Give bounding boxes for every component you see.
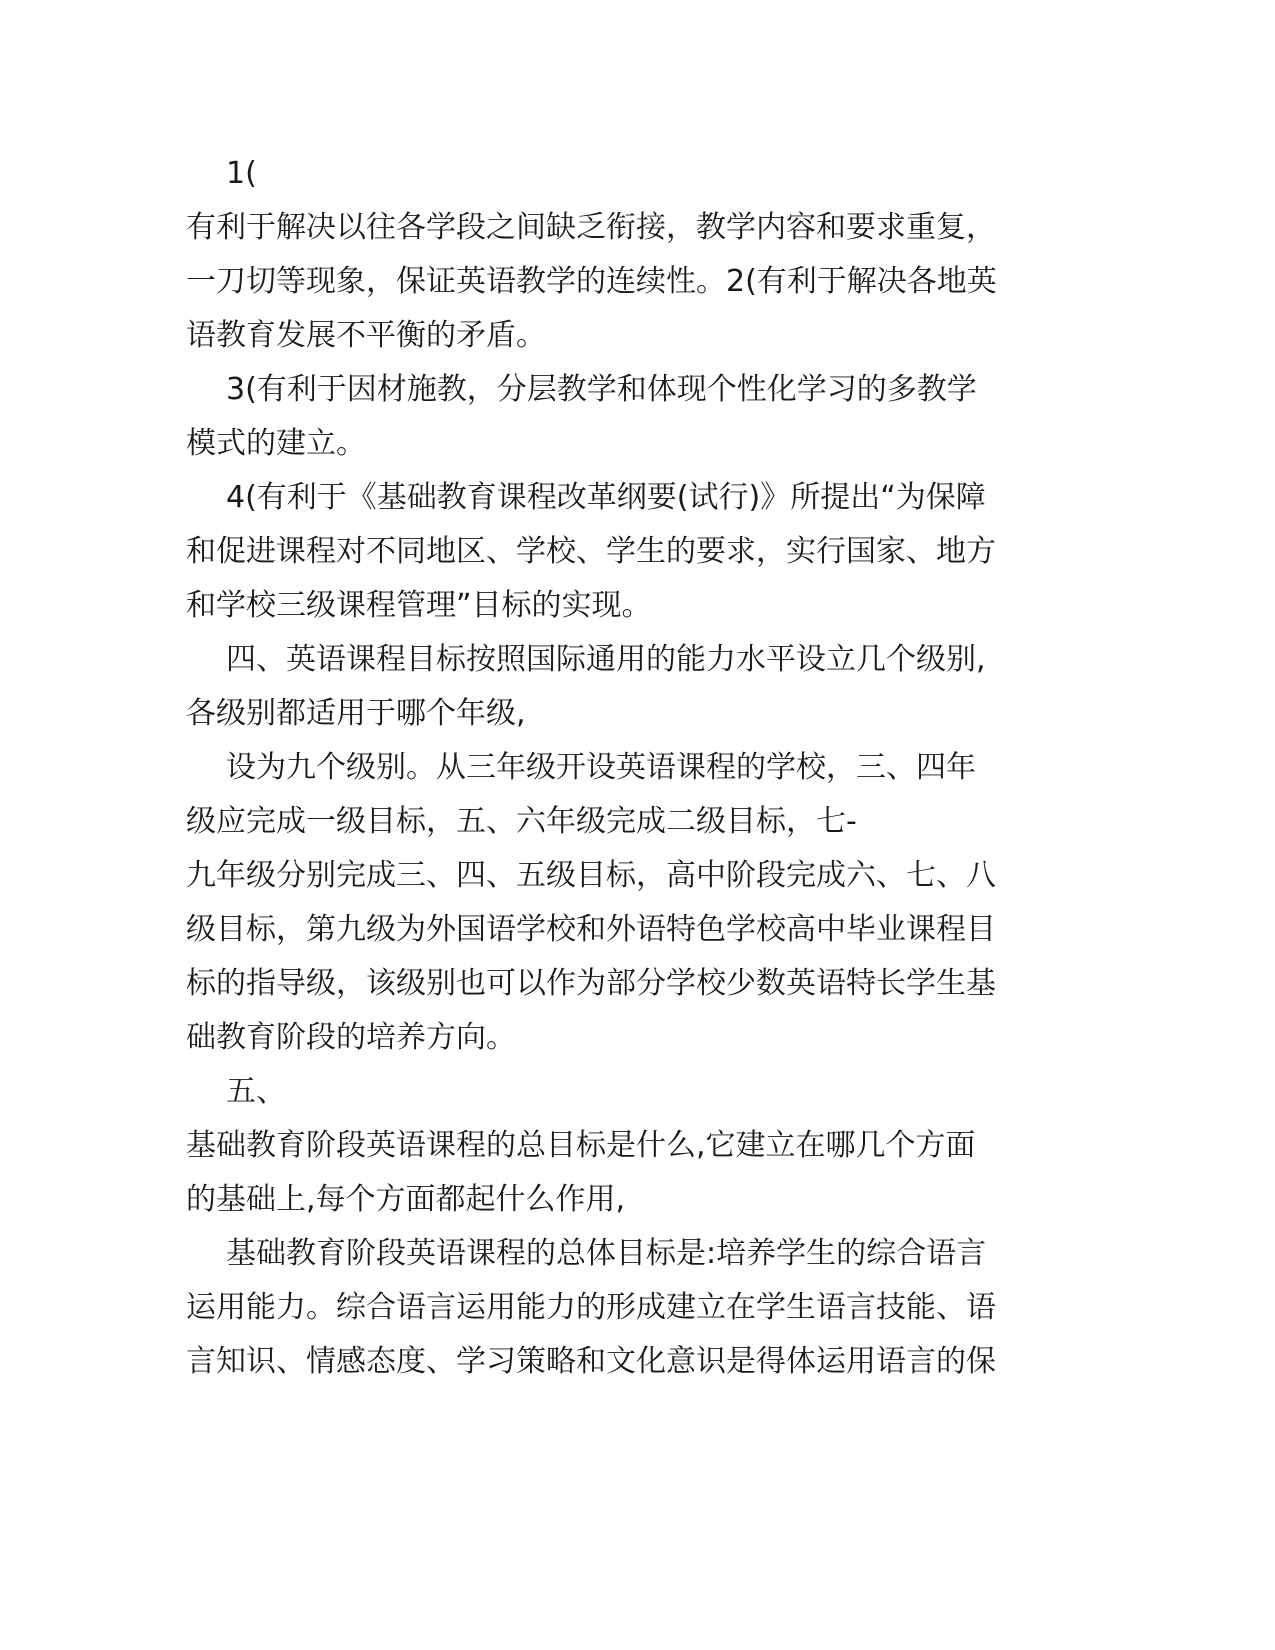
text-line: 九年级分别完成三、四、五级目标，高中阶段完成六、七、八 <box>186 858 996 893</box>
text-line: 础教育阶段的培养方向。 <box>186 1020 516 1055</box>
text-line: 运用能力。综合语言运用能力的形成建立在学生语言技能、语 <box>186 1290 996 1325</box>
text-line: 设为九个级别。从三年级开设英语课程的学校，三、四年 <box>226 750 976 785</box>
text-line: 一刀切等现象，保证英语教学的连续性。2(有利于解决各地英 <box>186 264 997 299</box>
text-line: 级目标，第九级为外国语学校和外语特色学校高中毕业课程目 <box>186 912 996 947</box>
text-line: 语教育发展不平衡的矛盾。 <box>186 318 546 353</box>
text-line: 和促进课程对不同地区、学校、学生的要求，实行国家、地方 <box>186 534 996 569</box>
text-line: 基础教育阶段英语课程的总体目标是:培养学生的综合语言 <box>226 1236 987 1271</box>
text-line: 言知识、情感态度、学习策略和文化意识是得体运用语言的保 <box>186 1344 996 1379</box>
text-line: 1( <box>226 156 257 191</box>
text-line: 五、 <box>226 1074 286 1109</box>
text-line: 3(有利于因材施教，分层教学和体现个性化学习的多教学 <box>226 372 977 407</box>
text-line: 标的指导级，该级别也可以作为部分学校少数英语特长学生基 <box>186 966 996 1001</box>
text-line: 四、英语课程目标按照国际通用的能力水平设立几个级别, <box>226 642 986 677</box>
text-line: 基础教育阶段英语课程的总目标是什么,它建立在哪几个方面 <box>186 1128 976 1163</box>
text-line: 级应完成一级目标，五、六年级完成二级目标，七- <box>186 804 857 839</box>
text-line: 模式的建立。 <box>186 426 366 461</box>
text-line: 有利于解决以往各学段之间缺乏衔接，教学内容和要求重复， <box>186 210 996 245</box>
text-line: 各级别都适用于哪个年级, <box>186 696 526 731</box>
text-line: 和学校三级课程管理”目标的实现。 <box>186 588 652 623</box>
text-line: 4(有利于《基础教育课程改革纲要(试行)》所提出“为保障 <box>226 480 986 515</box>
text-line: 的基础上,每个方面都起什么作用, <box>186 1182 626 1217</box>
